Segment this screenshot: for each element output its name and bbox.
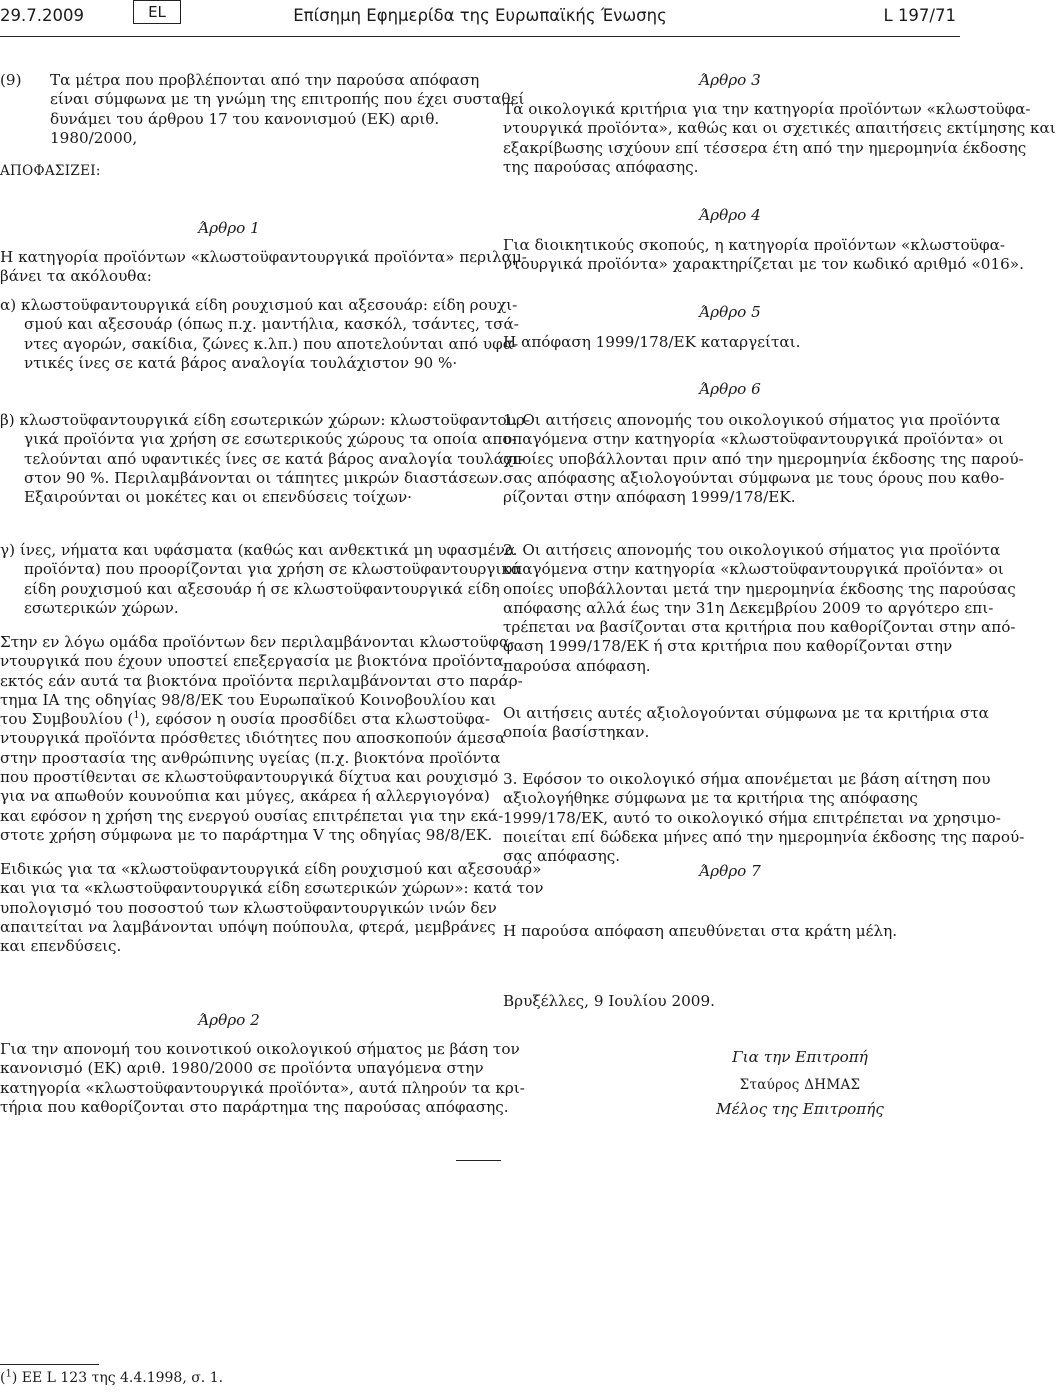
article-5-text: Η απόφαση 1999/178/ΕΚ καταργείται. [503, 333, 801, 351]
article-3-text: Τα οικολογικά κριτήρια για την κατηγορία προϊόντων «κλωστοϋφα- ντουργικά προϊόντα», καθώς και οι σχετικές απαιτήσεις εκτίμησης και εξακρίβωσης ισχύουν επί τέσσερα έτη από την ημερομηνία έκδοσης της παρούσας απόφασης. [503, 100, 1056, 176]
end-rule [456, 1160, 501, 1161]
article-4-text: Για διοικητικούς σκοπούς, η κατηγορία προϊόντων «κλωστοϋφα- ντουργικά προϊόντα» χαρακτηρίζεται με τον κωδικό αριθμό «016». [503, 236, 1024, 274]
signatory-name: Σταύρος ΔΗΜΑΣ [739, 1077, 861, 1093]
article-3-title: Άρθρο 3 [699, 71, 761, 89]
article-5-title: Άρθρο 5 [699, 303, 761, 321]
article-4-title: Άρθρο 4 [699, 206, 761, 224]
article-6-para-1: 1. Οι αιτήσεις απονομής του οικολογικού σήματος για προϊόντα υπαγόμενα στην κατηγορία «κλωστοϋφαντουργικά προϊόντα» οι οποίες υποβάλλονται πριν από την ημερομηνία έκδοσης της παρού- σας απόφασης αξιολογούνται σύμφωνα με τους όρους που καθο- ρίζονται στην απόφαση 1999/178/ΕΚ. [503, 411, 1024, 507]
place-date: Βρυξέλλες, 9 Ιουλίου 2009. [503, 992, 715, 1010]
article-6-para-3: 3. Εφόσον το οικολογικό σήμα απονέμεται με βάση αίτηση που αξιολογήθηκε σύμφωνα με τα κριτήρια της απόφασης 1999/178/ΕΚ, αυτό το οικολογικό σήμα επιτρέπεται να χρησιμο- ποιείται επί δώδεκα μήνες από την ημερομηνία έκδοσης της παρού- σας απόφασης. [503, 770, 1025, 866]
biocide-paragraph: Στην εν λόγω ομάδα προϊόντων δεν περιλαμβάνονται κλωστοϋφα- ντουργικά που έχουν υποστεί επεξεργασία με βιοκτόνα προϊόντα, εκτός εάν αυτά τα βιοκτόνα προϊόντα περιλαμβάνονται στο παράρ- τημα ΙΑ της οδηγίας 98/8/ΕΚ του Ευρωπαϊκού Κοινοβουλίου και του Συμβουλίου ($^1$), εφόσον η ουσία προσδίδει στα κλωστοϋφα- ντουργικά προϊόντα πρόσθετες ιδιότητες που αποσκοπούν άμεσα στην προστασία της ανθρώπινης υγείας (π.χ. βιοκτόνα προϊόντα που προστίθενται σε κλωστοϋφαντουργικά δίχτυα και ρουχισμό για να απωθούν κουνούπια και μύγες, ακάρεα ή αλλεργιογόνα) και εφόσον η χρήση της ενεργού ουσίας επιτρέπεται για την εκά- στοτε χρήση σύμφωνα με το παράρτημα V της οδηγίας 98/8/ΕΚ. [0, 633, 523, 844]
decides-heading: ΑΠΟΦΑΣΙΖΕΙ: [0, 163, 101, 179]
article-7-title: Άρθρο 7 [699, 862, 761, 880]
item-a: α) κλωστοϋφαντουργικά είδη ρουχισμού και αξεσουάρ: είδη ρουχι- σμού και αξεσουάρ (όπως π.χ. μαντήλια, κασκόλ, τσάντες, τσά- ντες αγορών, σακίδια, ζώνες κ.λπ.) που αποτελούνται από υφα- ντικές ίνες σε κατά βάρος αναλογία τουλάχιστον 90 %· [0, 296, 519, 372]
signatory-role: Μέλος της Επιτροπής [716, 1100, 884, 1118]
publication-date: 29.7.2009 [0, 6, 84, 25]
article-1-intro: Η κατηγορία προϊόντων «κλωστοϋφαντουργικά προϊόντα» περιλαμ- βάνει τα ακόλουθα: [0, 248, 527, 286]
recital-number: (9) [0, 71, 22, 89]
header-rule [0, 36, 960, 37]
journal-title: Επίσημη Εφημερίδα της Ευρωπαϊκής Ένωσης [293, 6, 667, 25]
article-6-para-2: 2. Οι αιτήσεις απονομής του οικολογικού σήματος για προϊόντα υπαγόμενα στην κατηγορία «κλωστοϋφαντουργικά προϊόντα» οι οποίες υποβάλλονται μετά την ημερομηνία έκδοσης της παρούσας απόφασης αλλά έως την 31η Δεκεμβρίου 2009 το αργότερο επι- τρέπεται να βασίζονται στα κριτήρια που καθορίζονται στην από- φαση 1999/178/ΕΚ ή στα κριτήρια που καθορίζονται στην παρούσα απόφαση. [503, 541, 1016, 675]
footnote-ref[interactable]: 1 [133, 710, 140, 722]
article-6-title: Άρθρο 6 [699, 380, 761, 398]
item-b: β) κλωστοϋφαντουργικά είδη εσωτερικών χώρων: κλωστοϋφαντουρ- γικά προϊόντα για χρήση σε εσωτερικούς χώρους τα οποία απο- τελούνται από υφαντικές ίνες σε κατά βάρος αναλογία τουλάχι- στον 90 %. Περιλαμβάνονται οι τάπητες μικρών διαστάσεων. Εξαιρούνται οι μοκέτες και οι επενδύσεις τοίχων· [0, 411, 530, 507]
article-7-text: Η παρούσα απόφαση απευθύνεται στα κράτη μέλη. [503, 922, 898, 940]
language-badge: EL [133, 0, 181, 24]
recital-9: Τα μέτρα που προβλέπονται από την παρούσα απόφαση είναι σύμφωνα με τη γνώμη της επιτροπής που έχει συσταθεί δυνάμει του άρθρου 17 του κανονισμού (ΕΚ) αριθ. 1980/2000, [50, 71, 525, 147]
footnote-rule [0, 1364, 99, 1365]
footnote: ($^1$) ΕΕ L 123 της 4.4.1998, σ. 1. [0, 1368, 224, 1386]
item-c: γ) ίνες, νήματα και υφάσματα (καθώς και ανθεκτικά μη υφασμένα προϊόντα) που προορίζονται για χρήση σε κλωστοϋφαντουργικά είδη ρουχισμού και αξεσουάρ ή σε κλωστοϋφαντουργικά είδη εσωτερικών χώρων. [0, 541, 522, 617]
article-6-para-2b: Οι αιτήσεις αυτές αξιολογούνται σύμφωνα με τα κριτήρια στα οποία βασίστηκαν. [503, 704, 989, 742]
article-2-title: Άρθρο 2 [198, 1011, 260, 1029]
footnote-mark: 1 [5, 1368, 12, 1380]
special-paragraph: Ειδικώς για τα «κλωστοϋφαντουργικά είδη ρουχισμού και αξεσουάρ» και για τα «κλωστοϋφαντουργικά είδη εσωτερικών χώρων»: κατά τον υπολογισμό του ποσοστού των κλωστοϋφαντουργικών ινών δεν απαιτείται να λαμβάνονται υπόψη πούπουλα, φτερά, μεμβράνες και επενδύσεις. [0, 860, 544, 956]
page-reference: L 197/71 [883, 6, 956, 25]
article-1-title: Άρθρο 1 [198, 219, 260, 237]
article-2-text: Για την απονομή του κοινοτικού οικολογικού σήματος με βάση τον κανονισμό (ΕΚ) αριθ. 1980/2000 σε προϊόντα υπαγόμενα στην κατηγορία «κλωστοϋφαντουργικά προϊόντα», αυτά πληρούν τα κρι- τήρια που καθορίζονται στο παράρτημα της παρούσας απόφασης. [0, 1040, 525, 1116]
signature-for: Για την Επιτροπή [732, 1048, 868, 1066]
